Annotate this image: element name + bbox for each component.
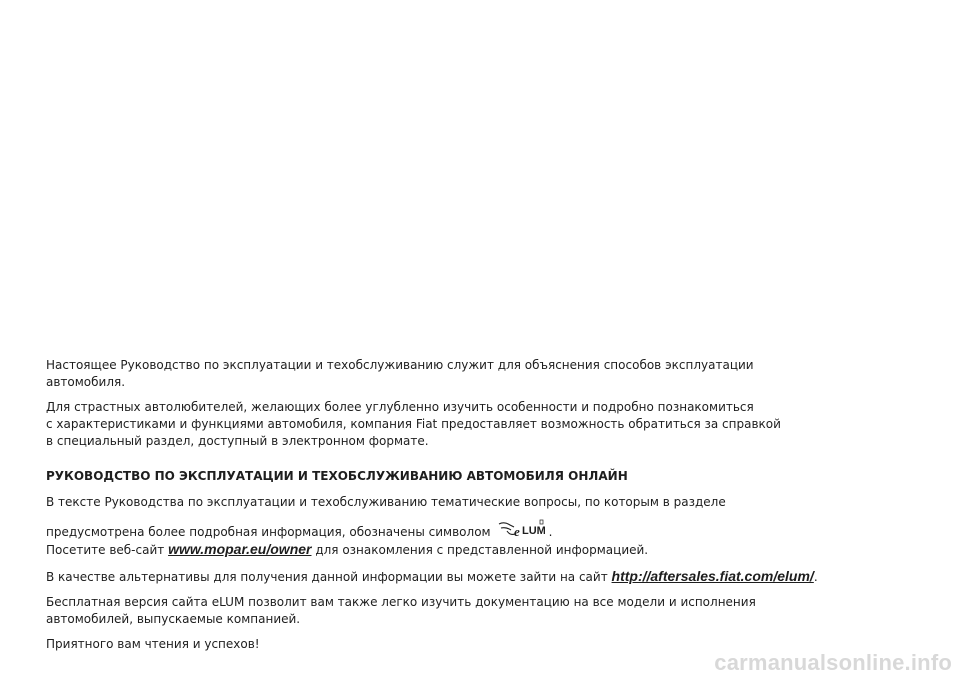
enthusiasts-paragraph xyxy=(46,399,781,450)
alternative-line xyxy=(46,568,818,586)
watermark: carmanualsonline.info xyxy=(714,650,952,675)
svg-text:e: e xyxy=(513,524,520,539)
elum-icon xyxy=(497,519,545,539)
enthusiasts-line-2: с характеристиками и функциями автомобиля, компания Fiat предоставляет возможность обратиться за справкой xyxy=(46,417,781,431)
intro-line-1: Настоящее Руководство по эксплуатации и техобслуживанию служит для объяснения способов эксплуатации xyxy=(46,358,754,372)
alternative-text: В качестве альтернативы для получения данной информации вы можете зайти на сайт xyxy=(46,570,608,584)
online-line-1: В тексте Руководства по эксплуатации и техобслуживанию тематические вопросы, по которым в разделе xyxy=(46,495,726,509)
document-body xyxy=(46,357,818,661)
section-heading: РУКОВОДСТВО ПО ЭКСПЛУАТАЦИИ И ТЕХОБСЛУЖИВАНИЮ АВТОМОБИЛЯ ОНЛАЙН xyxy=(46,469,628,483)
free-version-line-1: Бесплатная версия сайта eLUM позволит вам также легко изучить документацию на все модели и исполнения xyxy=(46,595,756,609)
online-line-2-text: предусмотрена более подробная информация, обозначены символом xyxy=(46,525,491,539)
closing-paragraph xyxy=(46,636,766,653)
alternative-paragraph xyxy=(46,568,818,586)
intro-paragraph xyxy=(46,357,766,391)
intro-line-2: автомобиля. xyxy=(46,375,126,389)
enthusiasts-line-1: Для страстных автолюбителей, желающих более углубленно изучить особенности и подробно познакомиться xyxy=(46,400,754,414)
online-line-2 xyxy=(46,519,766,541)
free-version-paragraph xyxy=(46,594,766,628)
enthusiasts-line-3: в специальный раздел, доступный в электронном формате. xyxy=(46,434,429,448)
online-line-3 xyxy=(46,541,766,559)
fiat-elum-link[interactable]: http://aftersales.fiat.com/elum/ xyxy=(611,568,814,584)
closing-line: Приятного вам чтения и успехов! xyxy=(46,637,260,651)
visit-site-suffix: для ознакомления с представленной информацией. xyxy=(315,543,649,557)
free-version-line-2: автомобилей, выпускаемые компанией. xyxy=(46,612,301,626)
svg-text:LUM: LUM xyxy=(521,525,545,537)
online-manual-paragraph xyxy=(46,494,766,559)
online-line-2-end: . xyxy=(548,525,553,539)
visit-site-text: Посетите веб-сайт xyxy=(46,543,165,557)
mopar-owner-link[interactable]: www.mopar.eu/owner xyxy=(168,541,312,557)
alternative-end: . xyxy=(813,570,818,584)
